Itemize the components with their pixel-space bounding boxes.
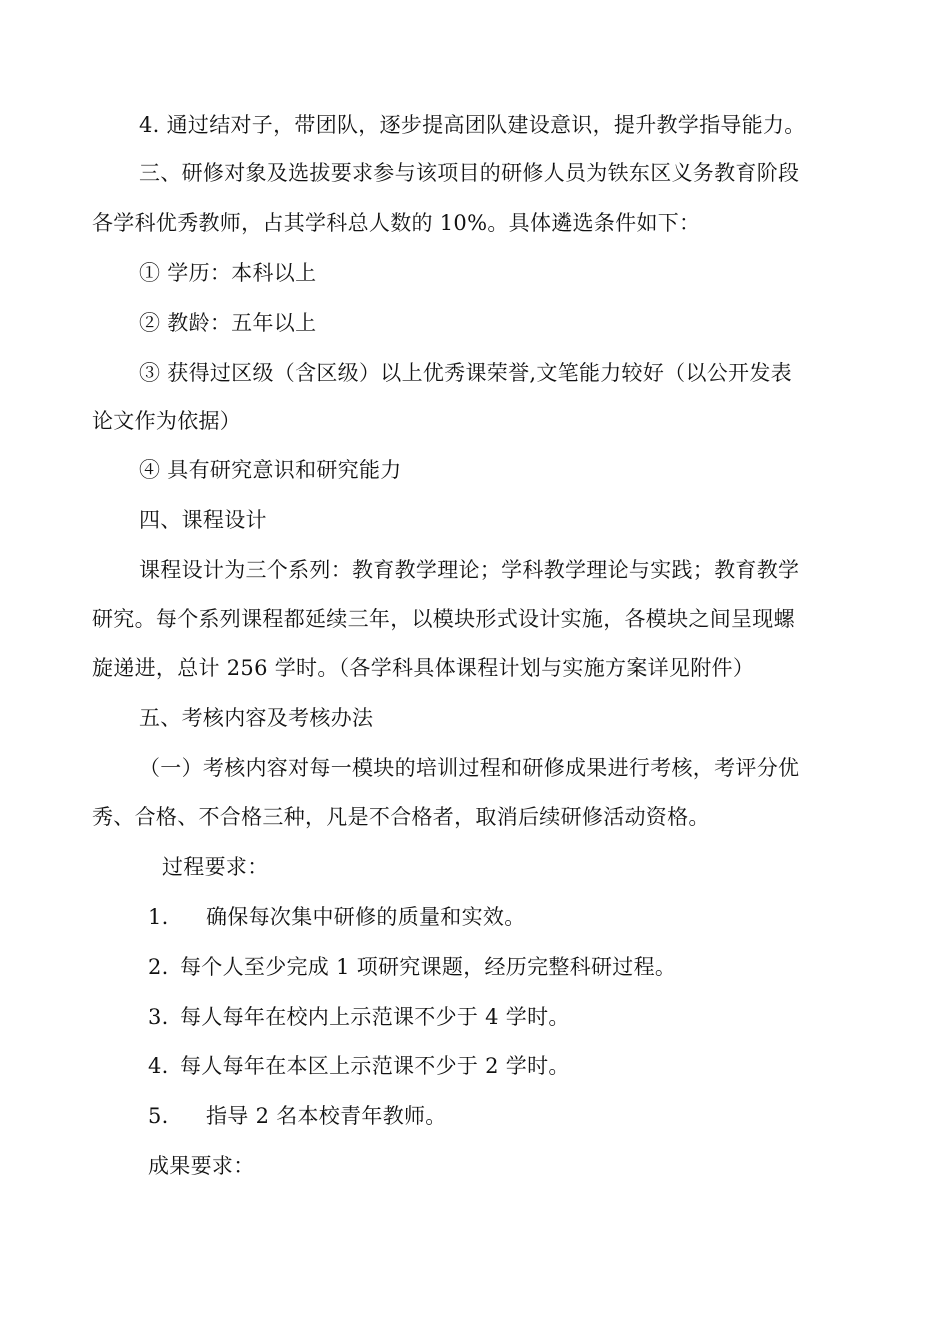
criteria-item-3-line-2: 论文作为依据） [92,409,242,433]
course-design-line-1: 课程设计为三个系列：教育教学理论；学科教学理论与实践；教育教学 [139,558,800,582]
section-heading-3-line-2: 各学科优秀教师，占其学科总人数的 10%。具体遴选条件如下： [92,211,701,235]
criteria-item-4: ④ 具有研究意识和研究能力 [139,458,402,482]
assessment-line-2: 秀、合格、不合格三种，凡是不合格者，取消后续研修活动资格。 [92,805,710,829]
course-design-line-2: 研究。每个系列课程都延续三年，以模块形式设计实施，各模块之间呈现螺 [92,607,795,631]
process-item-text: 每人每年在本区上示范课不少于 2 学时。 [180,1054,570,1078]
course-design-line-3: 旋递进，总计 256 学时。（各学科具体课程计划与实施方案详见附件） [92,656,755,680]
paragraph-goal-4: 4. 通过结对子，带团队，逐步提高团队建设意识，提升教学指导能力。 [139,113,806,137]
assessment-line-1: （一）考核内容对每一模块的培训过程和研修成果进行考核，考评分优 [139,756,800,780]
process-item-number: 5. [148,1104,169,1128]
process-requirements-heading: 过程要求： [162,855,269,879]
process-item-text: 指导 2 名本校青年教师。 [206,1104,447,1128]
process-item-number: 4. [148,1054,169,1078]
process-item-text: 每个人至少完成 1 项研究课题，经历完整科研过程。 [180,955,677,979]
process-item-2 [148,952,898,982]
process-item-number: 2. [148,955,169,979]
process-item-5 [148,1101,898,1131]
criteria-item-3-line-1: ③ 获得过区级（含区级）以上优秀课荣誉,文笔能力较好（以公开发表 [139,361,792,385]
section-heading-3-line-1: 三、研修对象及选拔要求参与该项目的研修人员为铁东区义务教育阶段 [139,161,800,185]
outcome-requirements-heading: 成果要求： [148,1154,255,1178]
process-item-text: 每人每年在校内上示范课不少于 4 学时。 [180,1005,570,1029]
process-item-4 [148,1051,898,1081]
section-heading-4: 四、课程设计 [139,508,267,532]
process-item-3 [148,1002,898,1032]
criteria-item-2: ② 教龄：五年以上 [139,311,317,335]
criteria-item-1: ① 学历：本科以上 [139,261,317,285]
process-item-text: 确保每次集中研修的质量和实效。 [206,905,526,929]
process-item-number: 1. [148,905,169,929]
process-item-1 [148,902,898,932]
process-item-number: 3. [148,1005,169,1029]
section-heading-5: 五、考核内容及考核办法 [139,706,374,730]
